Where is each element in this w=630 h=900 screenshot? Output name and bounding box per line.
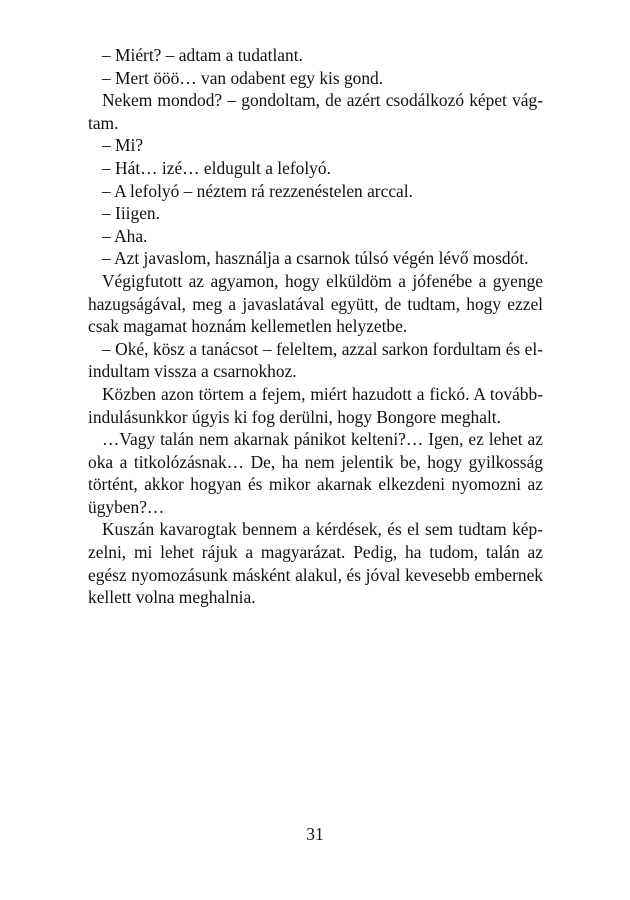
paragraph: Kuszán kavarogtak bennem a kérdések, és el sem tudtam képzelni, mi lehet rájuk a magyarázat. Pedig, ha tudom, talán az egész nyomozásunk másként alakul, és jóval kevesebb embernek kellett volna meghalnia. — [88, 519, 543, 608]
paragraph: – Miért? – adtam a tudatlant. — [102, 45, 303, 65]
page-number: 31 — [306, 824, 324, 844]
body-text — [88, 44, 543, 609]
paragraph: …Vagy talán nem akarnak pánikot kelteni?… Igen, ez lehet az oka a titkolózásnak… De, ha nem jelentik be, hogy gyilkosság történt, akkor hogyan és mikor akarnak elkezdeni nyomozni az ügyben?… — [88, 429, 543, 517]
paragraph: Közben azon törtem a fejem, miért hazudott a fickó. A továbbindulásunkkor úgyis ki fog derülni, hogy Bongore meghalt. — [88, 383, 543, 427]
paragraph: – A lefolyó – néztem rá rezzenéstelen arccal. — [102, 180, 413, 201]
paragraph: Nekem mondod? – gondoltam, de azért csodálkozó képet vágtam. — [88, 90, 543, 133]
paragraph: Végigfutott az agyamon, hogy elküldöm a jófenébe a gyenge hazugságával, meg a javaslatával együtt, de tudtam, hogy ezzel csak magamat hoznám kellemetlen helyzetbe. — [88, 270, 543, 337]
paragraph: – Aha. — [102, 225, 148, 246]
paragraph: – Oké, kösz a tanácsot – feleltem, azzal sarkon fordultam és elindultam vissza a csarnokhoz. — [88, 338, 543, 382]
paragraph: – Mert ööö… van odabent egy kis gond. — [102, 67, 384, 88]
paragraph: – Iiigen. — [102, 203, 160, 224]
paragraph: – Hát… izé… eldugult a lefolyó. — [102, 157, 331, 178]
paragraph: – Azt javaslom, használja a csarnok túlsó végén lévő mosdót. — [102, 248, 529, 269]
paragraph: – Mi? — [102, 135, 144, 156]
